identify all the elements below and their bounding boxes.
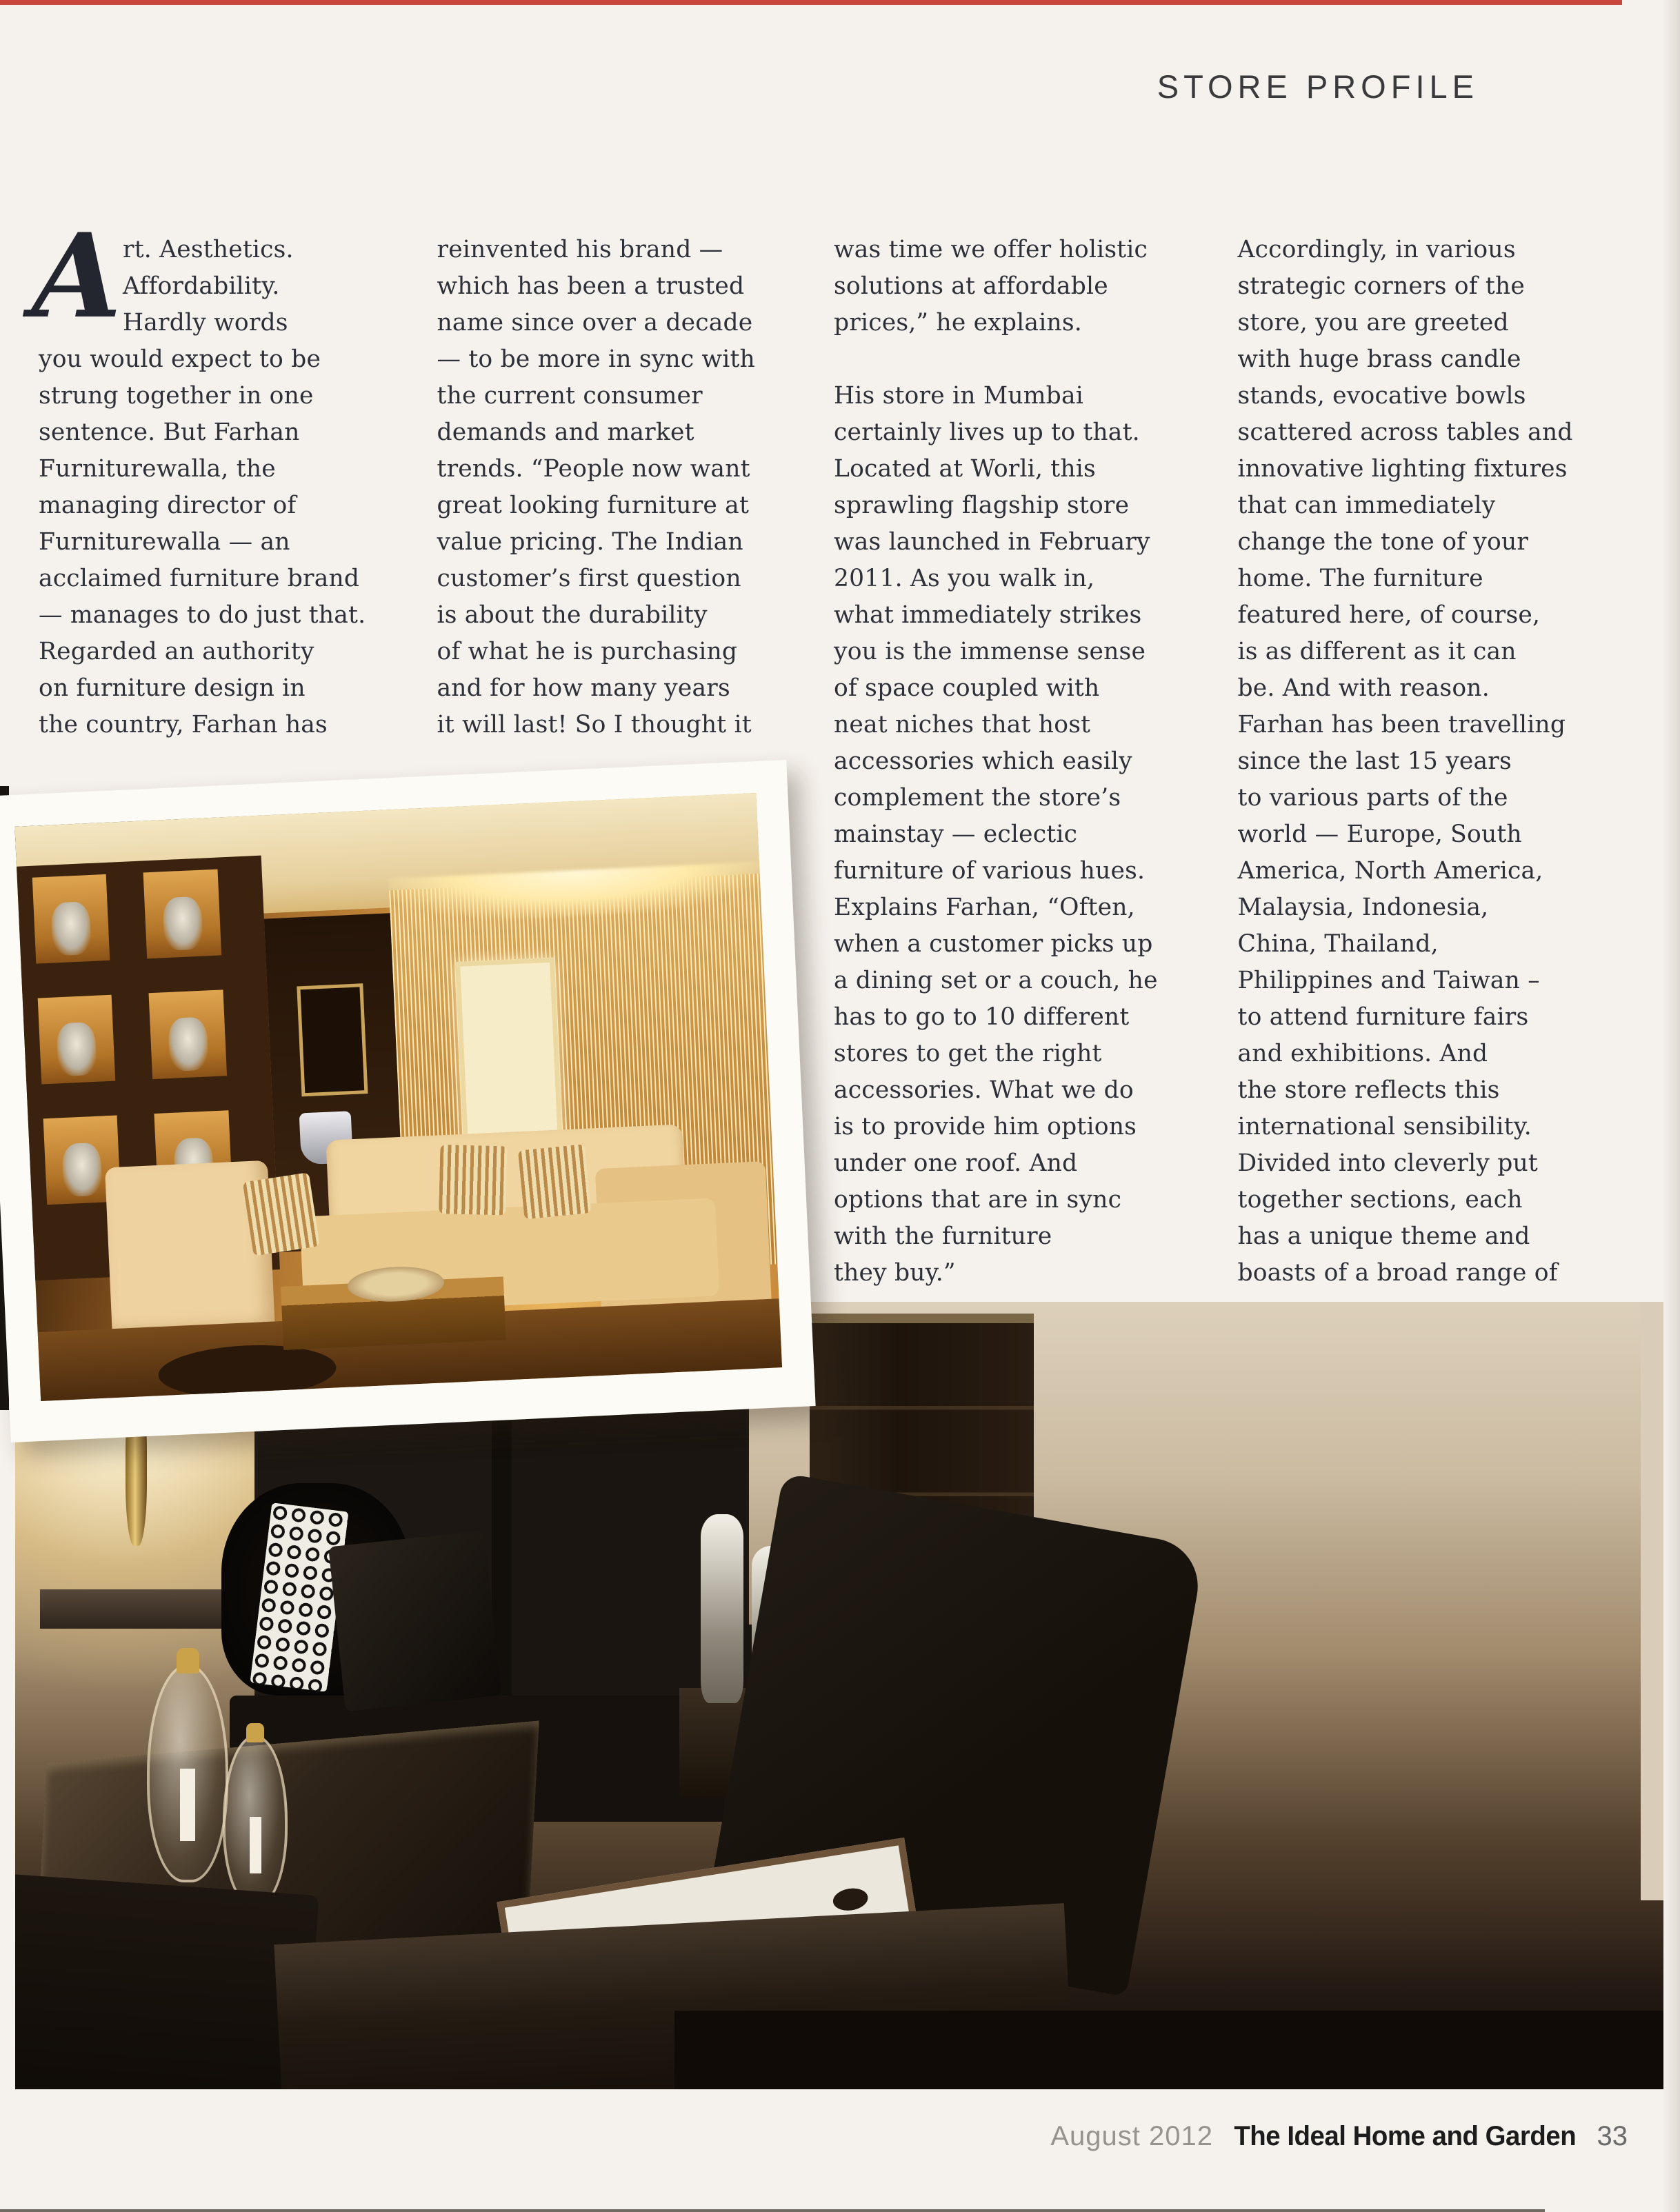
text-line: solutions at affordable	[834, 272, 1108, 300]
text-line: accessories which easily	[834, 747, 1132, 775]
text-line: Malaysia, Indonesia,	[1237, 894, 1489, 921]
text-line: innovative lighting fixtures	[1237, 455, 1568, 483]
text-line: certainly lives up to that.	[834, 419, 1140, 446]
text-line: was launched in February	[834, 528, 1150, 556]
text-line: the current consumer	[437, 382, 703, 410]
text-line: it will last! So I thought it	[437, 711, 752, 738]
display-niche	[143, 869, 221, 959]
text-line: and for how many years	[437, 674, 730, 702]
text-line: accessories. What we do	[834, 1076, 1134, 1104]
text-line	[834, 341, 1206, 378]
text-line: with huge brass candle	[1237, 345, 1521, 373]
text-line: reinvented his brand —	[437, 236, 723, 263]
striped-pillow	[439, 1145, 507, 1215]
text-line: sprawling flagship store	[834, 492, 1130, 519]
text-line: Regarded an authority	[39, 638, 314, 665]
text-line: name since over a decade	[437, 309, 753, 336]
text-line: acclaimed furniture brand	[39, 565, 360, 592]
text-line: be. And with reason.	[1237, 674, 1490, 702]
text-line: they buy.”	[834, 1259, 956, 1287]
text-line: furniture of various hues.	[834, 857, 1146, 885]
text-line: China, Thailand,	[1237, 930, 1439, 958]
text-line: Hardly words	[123, 309, 288, 336]
text-line: Divided into cleverly put	[1237, 1149, 1538, 1177]
display-niche	[148, 990, 226, 1080]
text-line: what immediately strikes	[834, 601, 1142, 629]
text-line: Philippines and Taiwan –	[1237, 967, 1540, 994]
text-line: options that are in sync	[834, 1186, 1122, 1214]
text-line: prices,” he explains.	[834, 309, 1082, 336]
text-line: Affordability.	[123, 272, 280, 300]
text-line: value pricing. The Indian	[437, 528, 743, 556]
text-line: change the tone of your	[1237, 528, 1529, 556]
glass-lantern-large	[147, 1664, 228, 1882]
text-line: was time we offer holistic	[834, 236, 1148, 263]
mercury-vase-tall	[701, 1514, 743, 1703]
text-line: international sensibility.	[1237, 1113, 1532, 1140]
side-table	[40, 1589, 246, 1629]
floor-edge-strip	[1641, 1302, 1663, 1900]
text-line: scattered across tables and	[1237, 419, 1573, 446]
text-line: boasts of a broad range of	[1237, 1259, 1558, 1287]
text-line: when a customer picks up	[834, 930, 1153, 958]
text-line: to attend furniture fairs	[1237, 1003, 1529, 1031]
text-line: on furniture design in	[39, 674, 306, 702]
leather-pillow	[328, 1530, 501, 1711]
text-line: strategic corners of the	[1237, 272, 1526, 300]
text-line: — to be more in sync with	[437, 345, 755, 373]
text-line: to various parts of the	[1237, 784, 1508, 812]
text-line: sentence. But Farhan	[39, 419, 300, 446]
glass-lantern-small	[223, 1735, 288, 1906]
text-line: great looking furniture at	[437, 492, 750, 519]
text-line: America, North America,	[1237, 857, 1543, 885]
text-line: Furniturewalla — an	[39, 528, 290, 556]
text-line: Furniturewalla, the	[39, 455, 276, 483]
text-line: Explains Farhan, “Often,	[834, 894, 1135, 921]
text-line: since the last 15 years	[1237, 747, 1512, 775]
article-column-3	[834, 232, 1206, 1291]
text-line: Accordingly, in various	[1237, 236, 1516, 263]
scan-artifact-bottom	[0, 2209, 1545, 2212]
text-line: of space coupled with	[834, 674, 1100, 702]
article-column-4	[1238, 232, 1618, 1291]
text-line: world — Europe, South	[1237, 821, 1522, 848]
text-line: the country, Farhan has	[39, 711, 328, 738]
text-line: stores to get the right	[834, 1040, 1102, 1067]
scan-artifact-top	[0, 0, 1622, 5]
text-line: you would expect to be	[39, 345, 321, 373]
text-line: stands, evocative bowls	[1237, 382, 1526, 410]
text-line: rt. Aesthetics.	[123, 236, 294, 263]
text-line: of what he is purchasing	[437, 638, 738, 665]
text-line: home. The furniture	[1237, 565, 1483, 592]
magazine-title: The Ideal Home and Garden	[1234, 2121, 1577, 2151]
text-line: — manages to do just that.	[39, 601, 366, 629]
issue-date: August 2012	[1050, 2121, 1213, 2151]
text-line: complement the store’s	[834, 784, 1121, 812]
dark-ottoman	[15, 1874, 319, 2089]
text-line: is to provide him options	[834, 1113, 1137, 1140]
text-line: His store in Mumbai	[834, 382, 1083, 410]
text-line: strung together in one	[39, 382, 314, 410]
text-line: featured here, of course,	[1237, 601, 1541, 629]
text-line: under one roof. And	[834, 1149, 1078, 1177]
drop-cap: A	[32, 208, 122, 344]
display-niche	[32, 874, 110, 964]
text-line: with the furniture	[834, 1223, 1052, 1250]
text-line: neat niches that host	[834, 711, 1091, 738]
text-line: demands and market	[437, 419, 694, 446]
text-line: that can immediately	[1237, 492, 1496, 519]
wall-art	[297, 983, 368, 1096]
page-number: 33	[1597, 2121, 1628, 2151]
text-line: and exhibitions. And	[1237, 1040, 1488, 1067]
text-line: has a unique theme and	[1237, 1223, 1530, 1250]
text-line: together sections, each	[1237, 1186, 1523, 1214]
text-line: Farhan has been travelling	[1237, 711, 1566, 738]
striped-pillow	[518, 1145, 591, 1220]
text-line: managing director of	[39, 492, 297, 519]
scan-artifact-right	[1662, 0, 1680, 2212]
photo-warm-showroom	[0, 760, 816, 1442]
text-line: you is the immense sense	[834, 638, 1146, 665]
foreground-shadow	[674, 2011, 1663, 2089]
text-line: a dining set or a couch, he	[834, 967, 1158, 994]
text-line: has to go to 10 different	[834, 1003, 1130, 1031]
text-line: is about the durability	[437, 601, 708, 629]
text-line: Located at Worli, this	[834, 455, 1096, 483]
warm-showroom-scene	[14, 793, 782, 1401]
text-line: the store reflects this	[1237, 1076, 1500, 1104]
text-line: is as different as it can	[1237, 638, 1517, 665]
text-line: trends. “People now want	[437, 455, 750, 483]
section-header: STORE PROFILE	[1157, 68, 1479, 105]
page-footer	[1050, 2121, 1628, 2152]
text-line: mainstay — eclectic	[834, 821, 1078, 848]
text-line: 2011. As you walk in,	[834, 565, 1095, 592]
striped-pillow	[243, 1173, 320, 1257]
display-niche	[37, 995, 115, 1085]
text-line: store, you are greeted	[1237, 309, 1509, 336]
text-line: customer’s first question	[437, 565, 741, 592]
text-line: which has been a trusted	[437, 272, 745, 300]
